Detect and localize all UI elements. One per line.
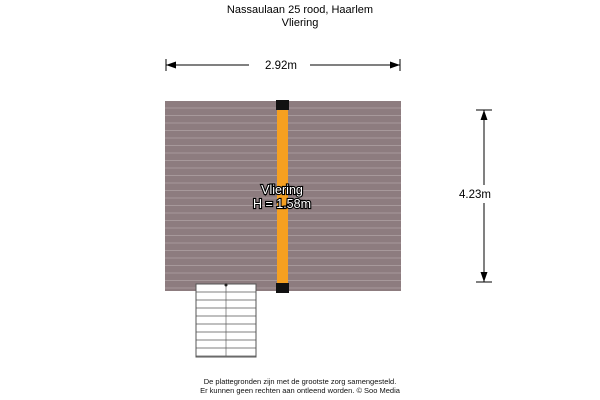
- depth-dimension: [459, 110, 492, 282]
- arrow-right-icon: [390, 62, 400, 69]
- staircase: [196, 284, 256, 358]
- disclaimer-line-2: Er kunnen geen rechten aan ontleend worden. © Soo Media: [200, 386, 400, 395]
- beam-post-top: [276, 100, 289, 110]
- stair-direction-dot: [225, 284, 228, 287]
- beam-post-bottom: [276, 283, 289, 293]
- width-dimension: [166, 59, 400, 72]
- address-title: Nassaulaan 25 rood, Haarlem: [226, 4, 374, 16]
- room-name-label: Vliering: [261, 183, 303, 197]
- floor-title: Vliering: [281, 17, 319, 29]
- arrow-down-icon: [481, 272, 488, 282]
- width-label: 2.92m: [265, 60, 297, 72]
- room-height-label: H = 1.58m: [252, 197, 312, 211]
- disclaimer-line-1: De plattegronden zijn met de grootste zorg samengesteld.: [203, 377, 397, 386]
- arrow-left-icon: [166, 62, 176, 69]
- arrow-up-icon: [481, 110, 488, 120]
- depth-label: 4.23m: [459, 189, 491, 201]
